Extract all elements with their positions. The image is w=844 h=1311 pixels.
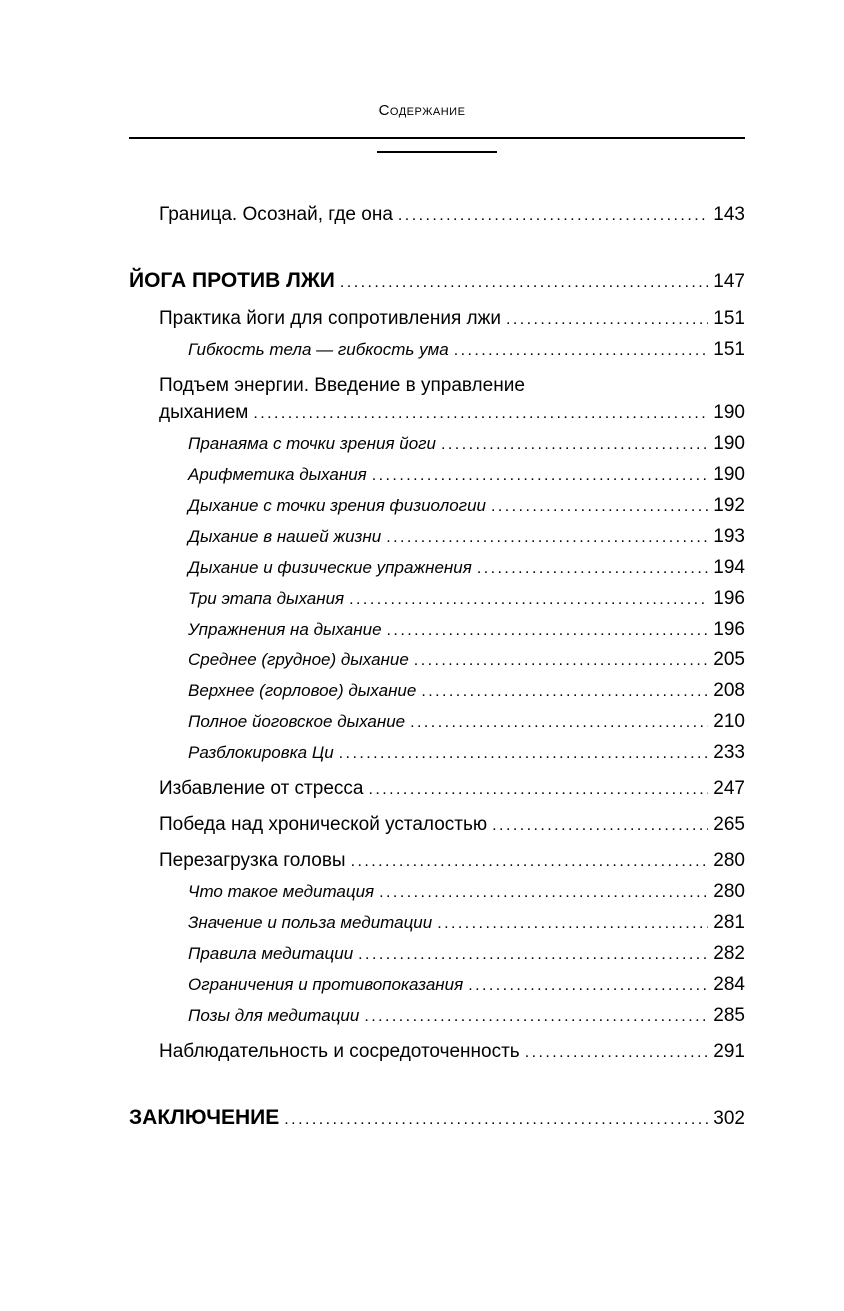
toc-entry-label-line2: дыханием [159,402,249,423]
toc-entry-page: 291 [713,1041,745,1062]
leader-dots [492,818,708,834]
toc-entry[interactable] [159,309,745,328]
toc-subentry[interactable] [188,882,745,901]
leader-dots [351,854,709,870]
toc-entry-page: 280 [713,850,745,871]
toc-entry-label: Победа над хронической усталостью [159,814,488,835]
toc-subentry-page: 280 [713,881,745,902]
leader-dots [410,715,708,731]
toc-subentry[interactable] [188,743,745,762]
toc-entry[interactable] [159,851,745,870]
leader-dots [253,406,708,422]
toc-entry-page: 190 [713,402,745,423]
toc-subentry-label: Арифметика дыхания [188,465,367,484]
toc-subentry-page: 210 [713,711,745,732]
leader-dots [379,885,708,901]
toc-chapter-page: 302 [713,1108,745,1129]
toc-chapter-label: ЗАКЛЮЧЕНИЕ [129,1106,280,1129]
toc-entry[interactable] [159,779,745,798]
leader-dots [386,530,708,546]
leader-dots [349,592,708,608]
toc-subentry-page: 196 [713,588,745,609]
toc-subentry-page: 282 [713,943,745,964]
toc-entry-page: 265 [713,814,745,835]
toc-subentry-page: 205 [713,649,745,670]
toc-subentry-page: 190 [713,433,745,454]
toc-entry[interactable] [159,403,745,422]
toc-subentry-page: 233 [713,742,745,763]
toc-subentry[interactable] [188,465,745,484]
toc-subentry[interactable] [188,681,745,700]
leader-dots [477,561,708,577]
toc-subentry-label: Дыхание с точки зрения физиологии [188,496,486,515]
toc-entry-label: Избавление от стресса [159,778,364,799]
toc-entry-page: 247 [713,778,745,799]
toc-subentry-label: Пранаяма с точки зрения йоги [188,434,437,453]
toc-subentry[interactable] [188,712,745,731]
toc-subentry-label: Разблокировка Ци [188,743,334,762]
toc-subentry-label: Дыхание и физические упражнения [188,558,472,577]
toc-subentry[interactable] [188,913,745,932]
leader-dots [339,746,709,762]
toc-subentry-label: Ограничения и противопоказания [188,975,464,994]
toc-subentry-label: Упражнения на дыхание [188,620,382,639]
toc-subentry[interactable] [188,589,745,608]
toc-subentry[interactable] [188,944,745,963]
leader-dots [421,684,708,700]
toc-entry-page: 143 [713,204,745,225]
leader-dots [437,916,708,932]
leader-dots [364,1009,708,1025]
toc-subentry-label: Правила медитации [188,944,354,963]
toc-subentry[interactable] [188,496,745,515]
toc-subentry-page: 285 [713,1005,745,1026]
toc-entry-label-line1: Подъем энергии. Введение в управление [159,375,525,396]
leader-dots [398,208,708,224]
toc-subentry-page: 190 [713,464,745,485]
toc-subentry[interactable] [188,434,745,453]
toc-subentry-page: 151 [713,339,745,360]
toc-subentry-page: 284 [713,974,745,995]
toc-subentry-page: 194 [713,557,745,578]
toc-subentry[interactable] [188,650,745,669]
leader-dots [454,343,709,359]
toc-entry-label: Практика йоги для сопротивления лжи [159,308,501,329]
toc-subentry-label: Верхнее (горловое) дыхание [188,681,417,700]
leader-dots [340,275,708,291]
toc-subentry[interactable] [188,1006,745,1025]
toc-subentry[interactable] [188,340,745,359]
toc-subentry[interactable] [188,558,745,577]
toc-entry[interactable] [159,1042,745,1061]
toc-subentry-label: Позы для медитации [188,1006,360,1025]
leader-dots [368,782,708,798]
leader-dots [468,978,708,994]
toc-subentry-page: 281 [713,912,745,933]
header-rule-long [129,137,745,139]
header-rule-short [377,151,497,153]
toc-entry-page: 151 [713,308,745,329]
toc-chapter[interactable] [129,1107,745,1128]
toc-subentry-label: Что такое медитация [188,882,375,901]
toc-entry[interactable] [159,815,745,834]
leader-dots [358,947,708,963]
leader-dots [387,623,709,639]
leader-dots [441,437,708,453]
toc-chapter-page: 147 [713,271,745,292]
toc-chapter-label: ЙОГА ПРОТИВ ЛЖИ [129,269,335,292]
toc-subentry-label: Среднее (грудное) дыхание [188,650,409,669]
toc-entry-label: Перезагрузка головы [159,850,346,871]
header-title: Содержание [378,102,466,119]
toc-entry-label: Наблюдательность и сосредоточенность [159,1041,520,1062]
toc-entry-label: Граница. Осознай, где она [159,204,393,225]
leader-dots [372,468,709,484]
leader-dots [506,312,708,328]
toc-subentry[interactable] [188,527,745,546]
leader-dots [525,1045,709,1061]
toc-subentry-page: 196 [713,619,745,640]
leader-dots [284,1112,708,1128]
toc-chapter[interactable] [129,270,745,291]
toc-subentry[interactable] [188,620,745,639]
toc-subentry-page: 208 [713,680,745,701]
toc-subentry-label: Полное йоговское дыхание [188,712,406,731]
toc-subentry-label: Дыхание в нашей жизни [188,527,382,546]
leader-dots [414,653,709,669]
leader-dots [491,499,708,515]
toc-subentry[interactable] [188,975,745,994]
toc-subentry-page: 192 [713,495,745,516]
toc-subentry-label: Три этапа дыхания [188,589,345,608]
toc-subentry-label: Значение и польза медитации [188,913,433,932]
toc-subentry-page: 193 [713,526,745,547]
toc-subentry-label: Гибкость тела — гибкость ума [188,340,449,359]
toc-entry[interactable] [159,205,745,224]
